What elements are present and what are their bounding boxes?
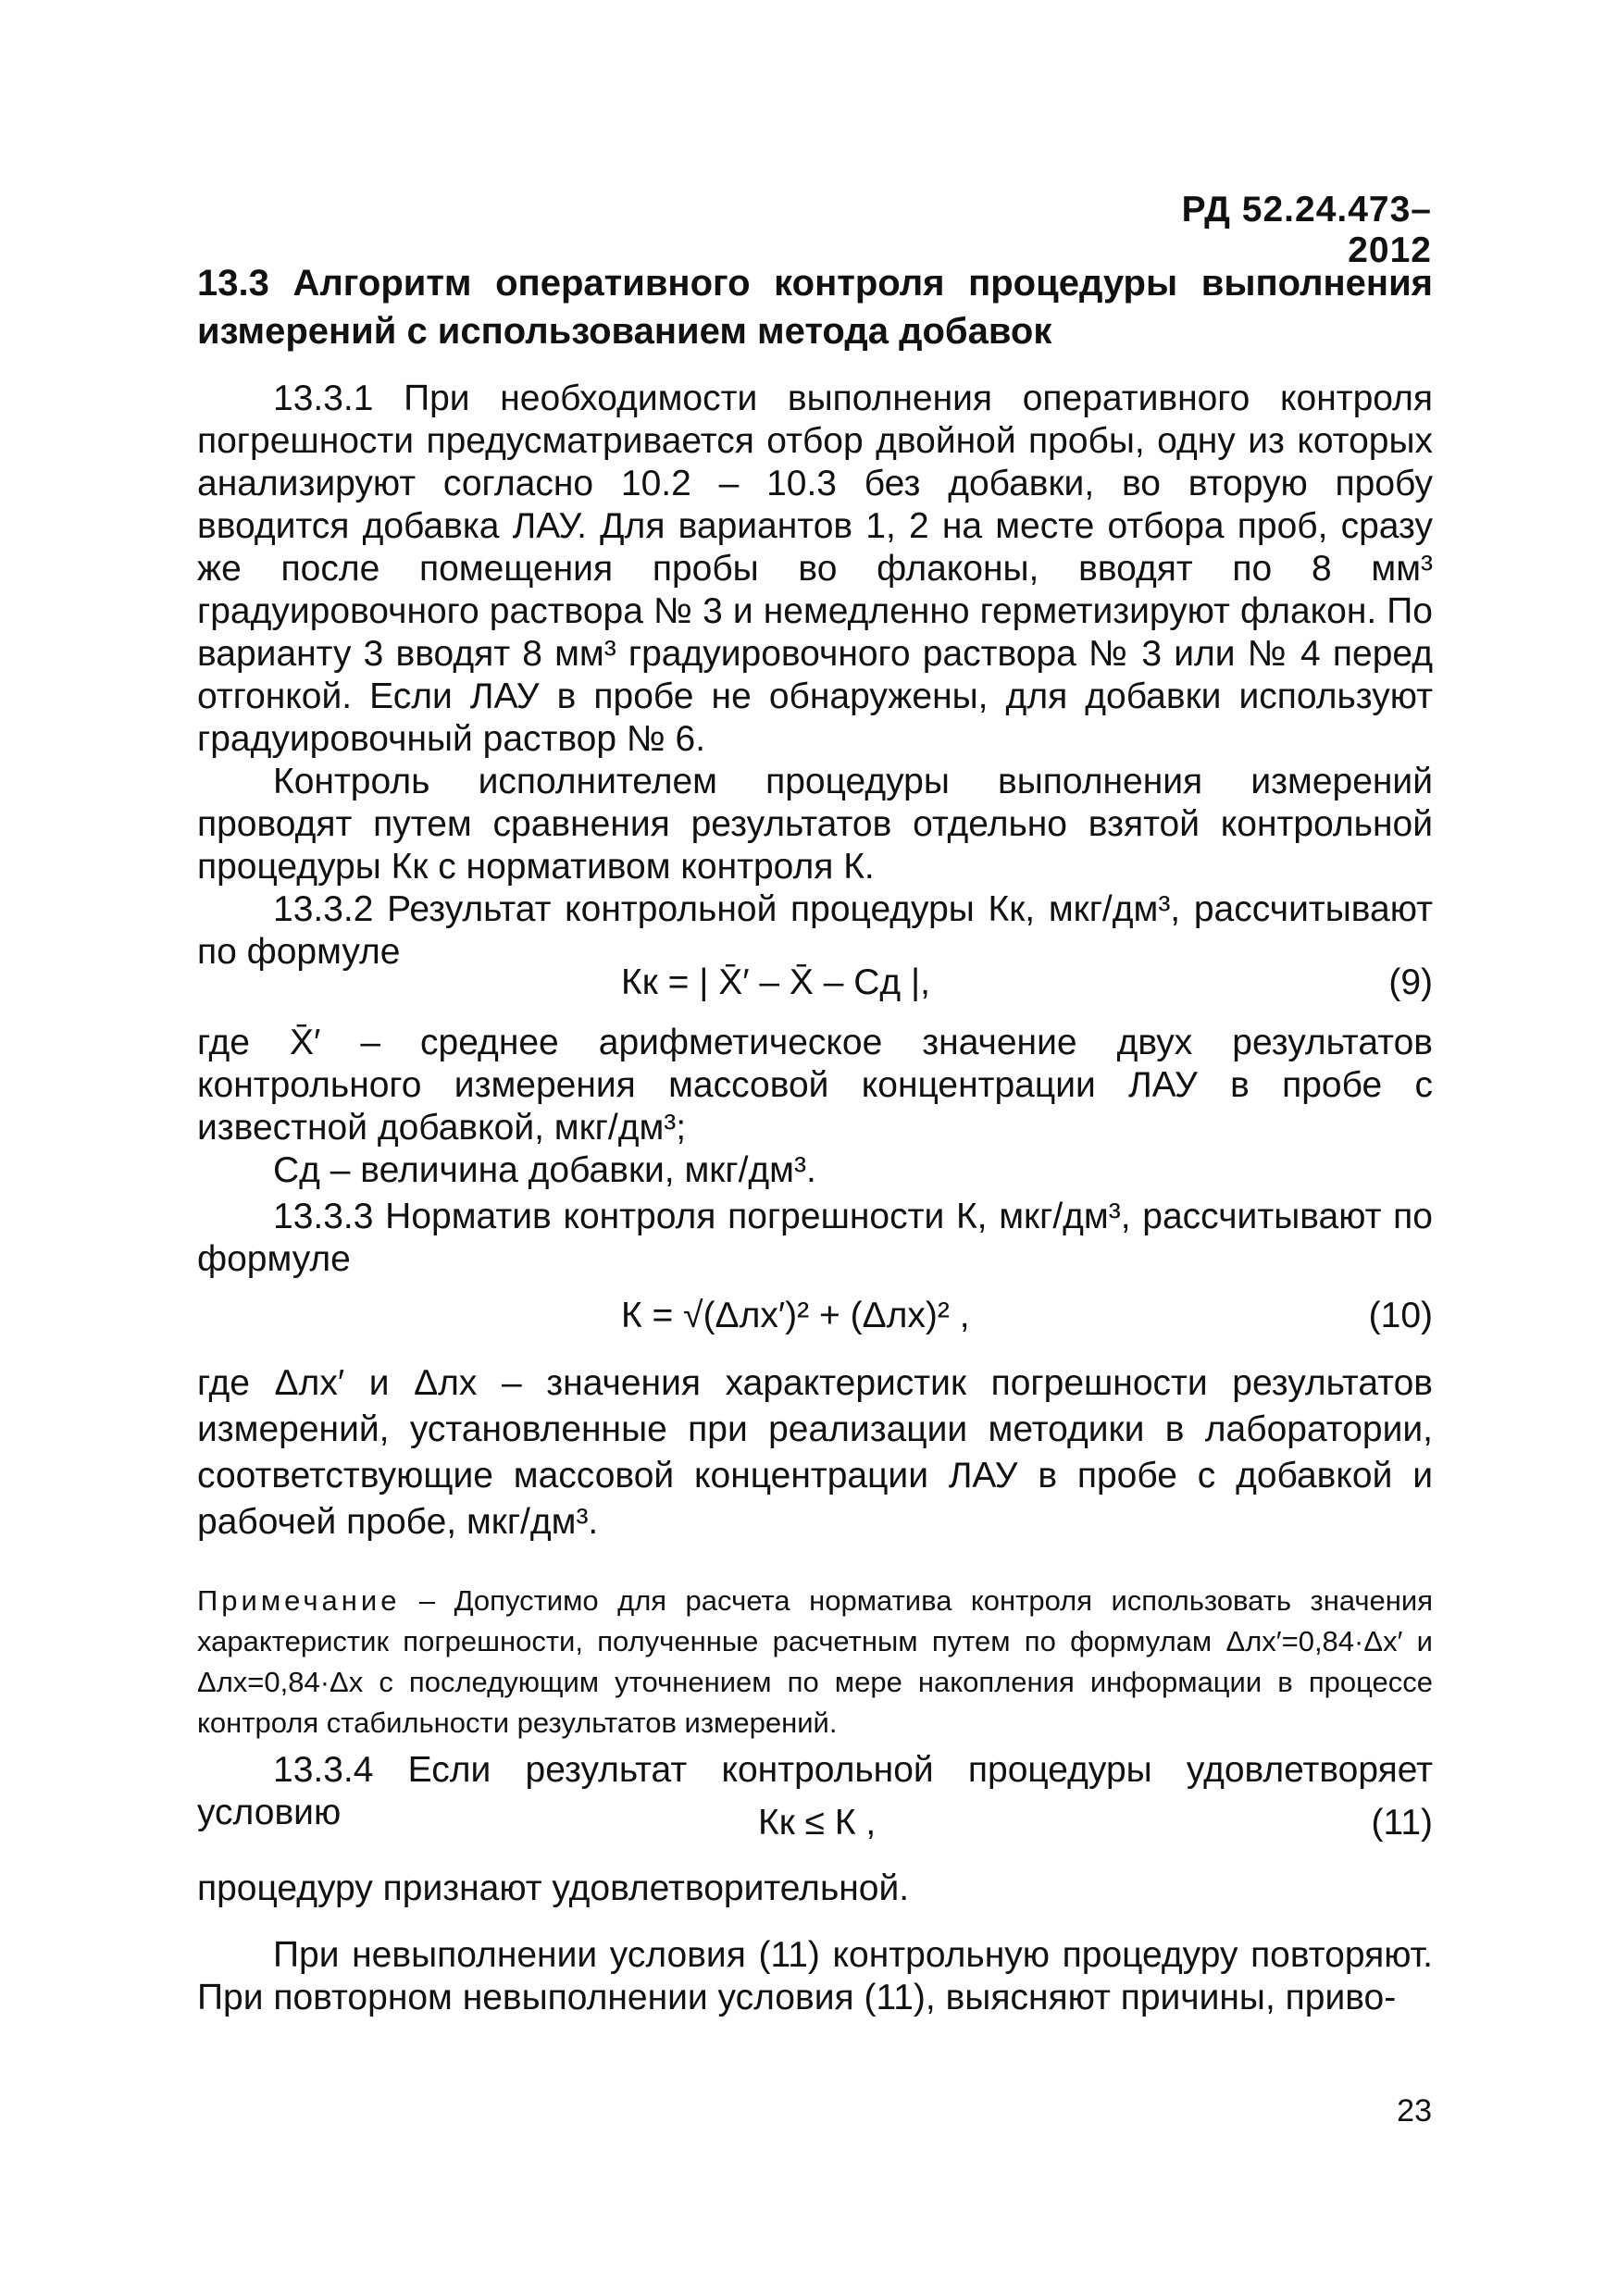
paragraph-13-3-3: 13.3.3 Норматив контроля погрешности К, мкг/дм³, рассчитывают по формуле <box>197 1197 1433 1279</box>
paragraph-cd: Сд – величина добавки, мкг/дм³. <box>273 1150 816 1190</box>
formula-10 <box>197 1296 1433 1351</box>
text-block-3 <box>197 1196 1433 1281</box>
text-block-2 <box>197 1022 1433 1192</box>
page-number: 23 <box>1397 2093 1432 2128</box>
paragraph-where-delta: где Δлх′ и Δлх – значения характеристик погрешности результатов измерений, установленные при реализации методики в лаборатории, соответствующие массовой концентрации ЛАУ в пробе с добавкой и рабочей пробе, мкг/дм³. <box>197 1363 1433 1542</box>
text-block-6 <box>197 1868 1433 1910</box>
formula-11-expression: Кк ≤ К , <box>758 1803 877 1843</box>
formula-10-number: (10) <box>1368 1296 1433 1335</box>
formula-11-number: (11) <box>1371 1803 1433 1843</box>
formula-9 <box>197 962 1433 1018</box>
paragraph-satisfactory: процедуру признают удовлетворительной. <box>197 1868 910 1908</box>
document-code: РД 52.24.473–2012 <box>1181 190 1432 270</box>
formula-11 <box>197 1803 1433 1858</box>
paragraph-where-x: где X̄′ – среднее арифметическое значение двух результатов контрольного измерения массовой концентрации ЛАУ в пробе с известной добавкой, мкг/дм³; <box>197 1023 1433 1148</box>
text-block-1 <box>197 378 1433 974</box>
paragraph-repeat: При невыполнении условия (11) контрольную процедуру повторяют. При повторном невыполнении условия (11), выясняют причины, приво- <box>197 1935 1433 2017</box>
note-block <box>197 1581 1433 1744</box>
paragraph-13-3-1: 13.3.1 При необходимости выполнения оперативного контроля погрешности предусматривается отбор двойной пробы, одну из которых анализируют согласно 10.2 – 10.3 без добавки, во вторую пробу вводится добавка ЛАУ. Для вариантов 1, 2 на месте отбора проб, сразу же после помещения пробы во флаконы, вводят по 8 мм³ градуировочного раствора № 3 и немедленно герметизируют флакон. По варианту 3 вводят 8 мм³ градуировочного раствора № 3 или № 4 перед отгонкой. Если ЛАУ в пробе не обнаружены, для добавки используют градуировочный раствор № 6. <box>197 379 1433 759</box>
text-block-7 <box>197 1934 1433 2019</box>
text-block-4 <box>197 1360 1433 1545</box>
paragraph-control: Контроль исполнителем процедуры выполнения измерений проводят путем сравнения результатов отдельно взятой контрольной процедуры Кк с нормативом контроля К. <box>197 762 1433 887</box>
paragraph-13-3-2: 13.3.2 Результат контрольной процедуры Кк, мкг/дм³, рассчитывают по формуле <box>197 889 1433 972</box>
formula-9-expression: Кк = | X̄′ – X̄ – Сд |, <box>621 962 930 1002</box>
section-heading: 13.3 Алгоритм оперативного контроля процедуры выполнения измерений с использованием метода добавок <box>197 263 1433 352</box>
note-label: Примечание <box>197 1584 401 1617</box>
formula-9-number: (9) <box>1388 962 1433 1002</box>
paragraph-13-3-4: 13.3.4 Если результат контрольной процедуры удовлетворяет условию <box>197 1750 1433 1832</box>
note-text: – Допустимо для расчета норматива контроля использовать значения характеристик погрешности, полученные расчетным путем по формулам Δлх′=0,84·Δх′ и Δлх=0,84·Δх с последующим уточнением по мере накопления информации в процессе контроля стабильности результатов измерений. <box>197 1584 1433 1739</box>
formula-10-expression: К = √(Δлх′)² + (Δлх)² , <box>621 1296 970 1335</box>
